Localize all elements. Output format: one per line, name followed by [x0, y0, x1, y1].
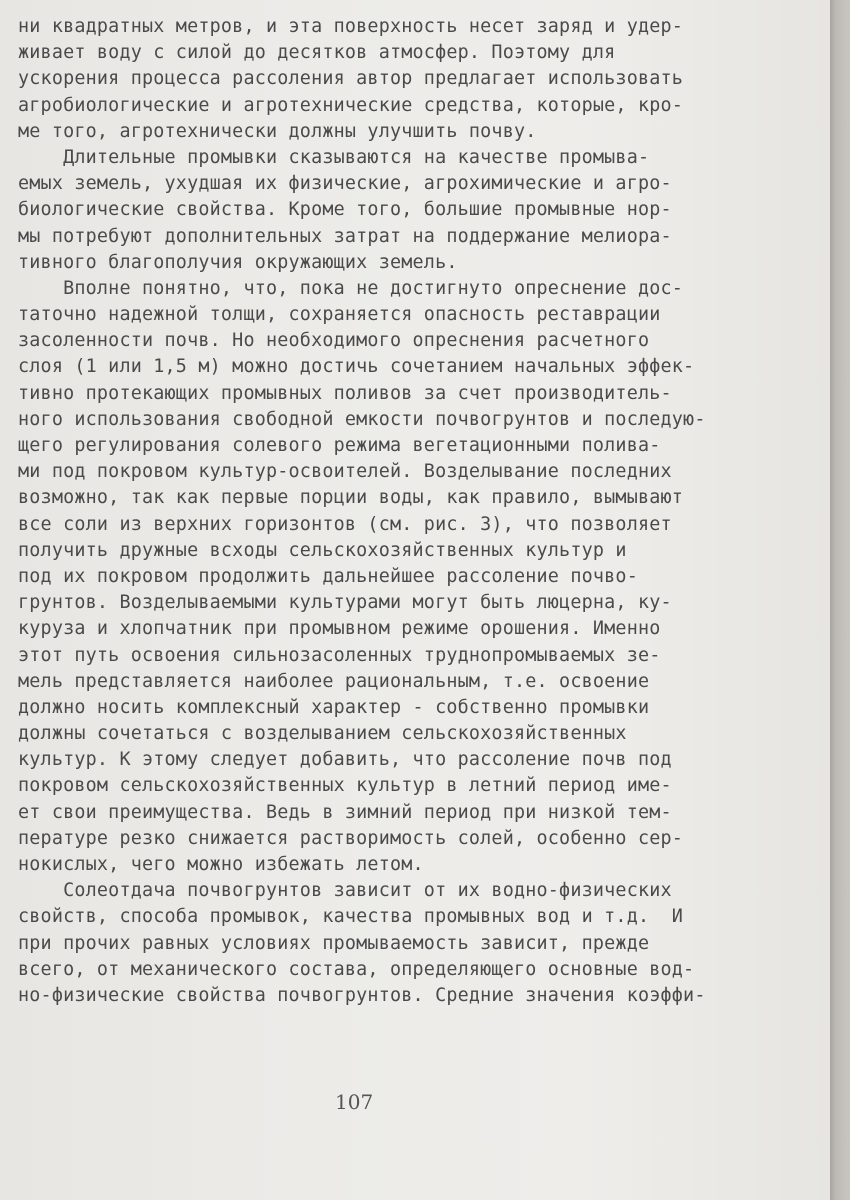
text-line: щего регулирования солевого режима вегетационными полива-	[18, 435, 661, 456]
text-line: культур. К этому следует добавить, что рассоление почв под	[18, 749, 672, 771]
text-line: емых земель, ухудшая их физические, агрохимические и агро-	[18, 173, 672, 195]
text-line: возможно, так как первые порции воды, как правило, вымывают	[18, 487, 684, 509]
text-line: должно носить комплексный характер - собственно промывки	[18, 696, 650, 718]
text-line: тивного благополучия окружающих земель.	[18, 251, 458, 273]
text-line: при прочих равных условиях промываемость зависит, прежде	[18, 932, 650, 954]
text-line: ускорения процесса рассоления автор предлагает использовать	[18, 68, 684, 90]
text-line: всего, от механического состава, определяющего основные вод-	[18, 958, 695, 980]
text-line: ного использования свободной емкости почвогрунтов и последую-	[18, 408, 706, 430]
text-line: ни квадратных метров, и эта поверхность несет заряд и удер-	[18, 16, 684, 37]
text-line: пературе резко снижается растворимость солей, особенно сер-	[18, 827, 684, 849]
text-line: получить дружные всходы сельскохозяйственных культур и	[18, 539, 627, 561]
text-line: Вполне понятно, что, пока не достигнуто опреснение дос-	[18, 277, 684, 299]
text-line: куруза и хлопчатник при промывном режиме орошения. Именно	[18, 618, 661, 640]
text-line: слоя (1 или 1,5 м) можно достичь сочетанием начальных эффек-	[18, 356, 695, 378]
text-line: таточно надежной толщи, сохраняется опасность реставрации	[18, 304, 661, 326]
text-line: агробиологические и агротехнические средства, которые, кро-	[18, 94, 684, 116]
text-line: Солеотдача почвогрунтов зависит от их водно-физических	[18, 880, 672, 902]
text-line: мель представляется наиболее рациональным, т.е. освоение	[18, 670, 650, 692]
text-line: покровом сельскохозяйственных культур в летний период име-	[18, 775, 672, 797]
page-edge	[830, 0, 850, 1200]
text-line: Длительные промывки сказываются на качестве промыва-	[18, 146, 650, 168]
text-line: но-физические свойства почвогрунтов. Средние значения коэффи-	[18, 984, 706, 1006]
text-line: ме того, агротехнически должны улучшить почву.	[18, 120, 537, 142]
text-line: тивно протекающих промывных поливов за счет производитель-	[18, 382, 672, 404]
text-line: все соли из верхних горизонтов (см. рис. 3), что позволяет	[18, 513, 672, 535]
text-line: должны сочетаться с возделыванием сельскохозяйственных	[18, 723, 627, 745]
page-number: 107	[335, 1090, 374, 1114]
text-line: живает воду с силой до десятков атмосфер. Поэтому для	[18, 42, 616, 64]
text-line: под их покровом продолжить дальнейшее рассоление почво-	[18, 565, 638, 587]
text-line: биологические свойства. Кроме того, большие промывные нор-	[18, 199, 672, 221]
text-line: мы потребуют дополнительных затрат на поддержание мелиора-	[18, 225, 672, 247]
text-line: этот путь освоения сильнозасоленных труднопромываемых зе-	[18, 644, 661, 666]
text-line: грунтов. Возделываемыми культурами могут быть люцерна, ку-	[18, 592, 672, 614]
text-line: ет свои преимущества. Ведь в зимний период при низкой тем-	[18, 801, 672, 823]
text-line: нокислых, чего можно избежать летом.	[18, 854, 424, 875]
text-line: засоленности почв. Но необходимого опреснения расчетного	[18, 330, 650, 352]
text-line: свойств, способа промывок, качества промывных вод и т.д. И	[18, 906, 684, 928]
text-line: ми под покровом культур-освоителей. Возделывание последних	[18, 461, 672, 483]
body-text	[18, 14, 748, 1009]
